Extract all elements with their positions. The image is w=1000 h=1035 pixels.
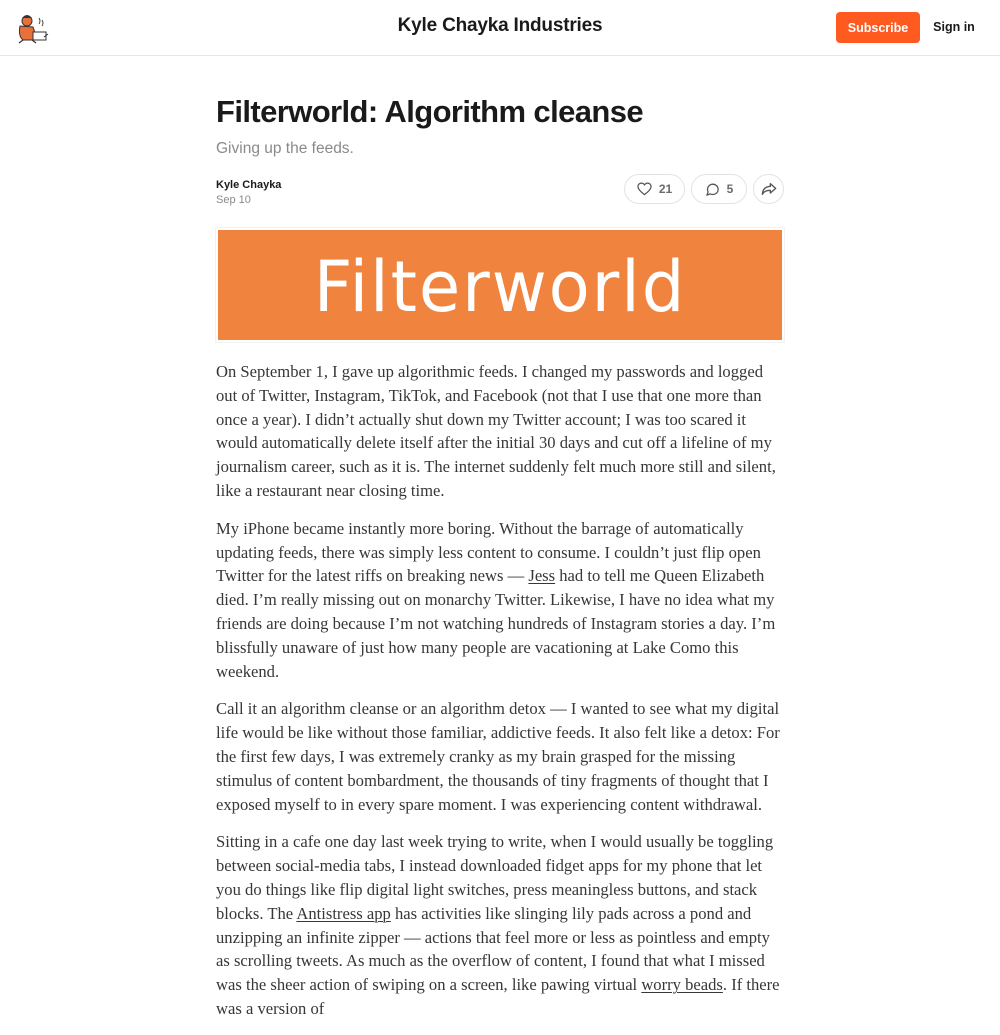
hero-image-text: Filterworld [313,246,687,328]
paragraph-text: has activities like slinging lily pads across a pond and unzipping an infinite zipper — actions that feel more or less as pointless and empty as scrolling tweets. As much as the overflow of content, I found that what I missed was the sheer action of swiping on a screen, like pawing virtual [216,903,770,995]
publication-name[interactable]: Kyle Chayka Industries [397,15,603,36]
paragraph-text: Sitting in a cafe one day last week trying to write, when I would usually be toggling between social-media tabs, I instead downloaded fidget apps for my phone that let you do things like flip digital light switches, press meaningless buttons, and stack blocks. The [216,832,774,923]
link-jess[interactable]: Jess [528,566,556,586]
subscribe-button[interactable]: Subscribe [836,12,920,43]
paragraph-1 [216,360,784,503]
post-subtitle: Giving up the feeds. [216,140,354,157]
author-name[interactable]: Kyle Chayka [216,179,282,191]
post-date: Sep 10 [216,194,251,206]
post-title: Filterworld: Algorithm cleanse [216,94,643,129]
paragraph-text: Call it an algorithm cleanse or an algorithm detox — I wanted to see what my digital life would be like without those familiar, addictive feeds. It also felt like a detox: For the first few days, I was extremely cranky as my brain grasped for the missing stimulus of content bombardment, the thousands of tiny fragments of thought that I exposed myself to in every spare moment. I was experiencing content withdrawal. [216,699,780,814]
post-article [216,92,784,1035]
comment-button[interactable] [691,174,747,204]
paragraph-text: . If there was a version of [216,975,780,1018]
like-count: 21 [658,182,673,196]
link-antistress-app[interactable]: Antistress app [296,903,391,923]
paragraph-4 [216,830,784,1020]
post-body [216,360,784,1021]
like-button[interactable] [624,174,685,204]
paragraph-text: On September 1, I gave up algorithmic feeds. I changed my passwords and logged out of Twitter, Instagram, TikTok, and Facebook (not that I use that one more than once a year). I didn’t actually shut down my Twitter account; I was too scared it would automatically delete itself after the initial 30 days and cut off a lifeline of my journalism career, such as it is. The internet suddenly felt much more still and silent, like a restaurant near closing time. [216,362,776,500]
comment-count: 5 [726,182,734,196]
link-worry-beads[interactable]: worry beads [641,975,723,995]
hero-image[interactable] [216,228,784,342]
share-button[interactable] [753,174,784,204]
byline [216,178,784,214]
share-arrow-icon [761,182,777,196]
comment-bubble-icon [705,182,720,197]
paragraph-text: had to tell me Queen Elizabeth died. I’m really missing out on monarchy Twitter. Likewise, I have no idea what my friends are doing because I’m not watching hundreds of Instagram stories a day. I’m blissfully unaware of just how many people are vacationing at Lake Como this weekend. [216,566,776,681]
paragraph-2 [216,517,784,684]
paragraph-3 [216,697,784,816]
sign-in-button[interactable]: Sign in [933,20,975,34]
paragraph-text: My iPhone became instantly more boring. Without the barrage of automatically updating feeds, there was simply less content to consume. I couldn’t just flip open Twitter for the latest riffs on breaking news — [216,518,761,586]
top-navigation-bar [0,0,1000,56]
heart-icon [637,182,652,196]
